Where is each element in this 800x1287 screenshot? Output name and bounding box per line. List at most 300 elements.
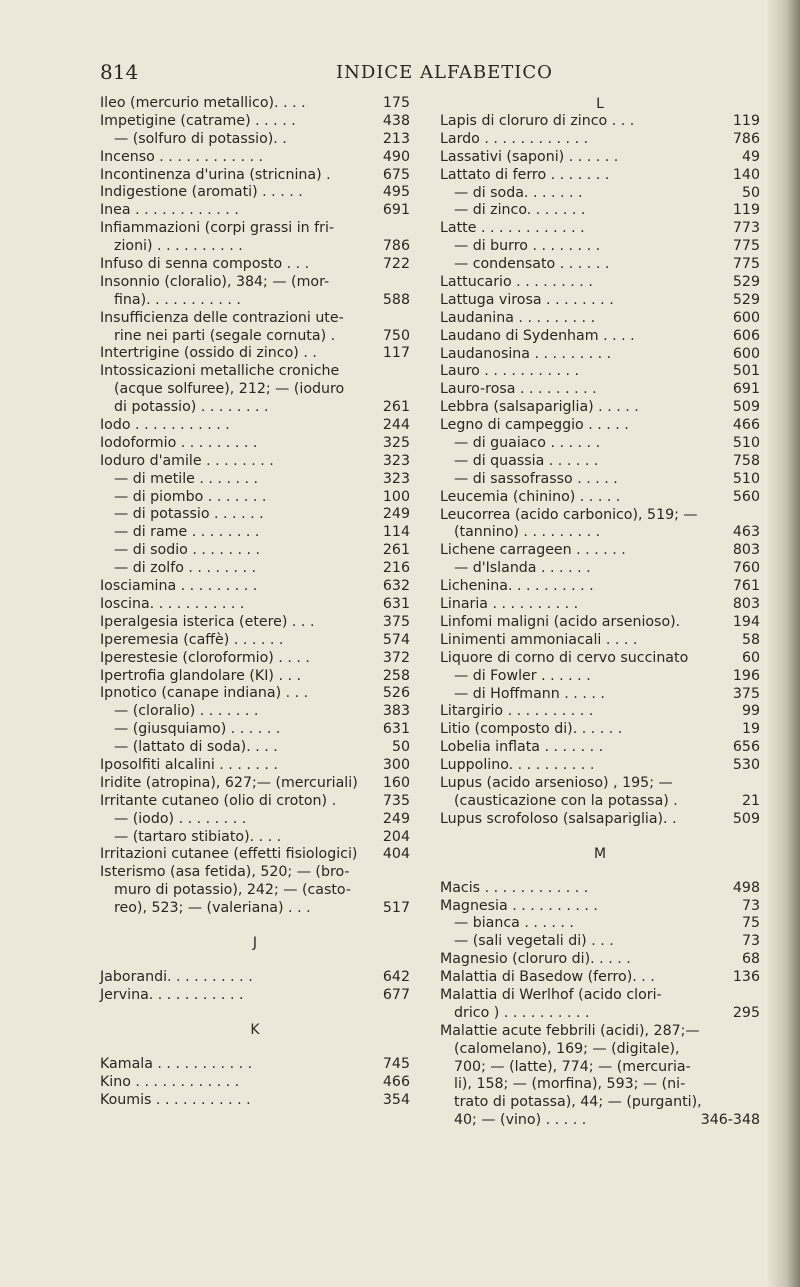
entry-text: — (sali vegetali di) . . .	[454, 933, 614, 950]
index-entry-continuation	[440, 1005, 760, 1023]
entry-text: Jaborandi. . . . . . . . . .	[100, 968, 253, 985]
entry-text: (acque solfuree), 212; — (ioduro	[114, 381, 345, 398]
entry-text: Laudanosina . . . . . . . . .	[440, 345, 612, 362]
entry-page: 19	[741, 721, 760, 738]
entry-text: Iperemesia (caffè) . . . . . .	[100, 631, 284, 648]
index-entry	[100, 1056, 410, 1074]
index-entry	[440, 113, 760, 131]
index-entry	[440, 381, 760, 399]
entry-text: Leucorrea (acido carbonico), 519; —	[440, 506, 698, 523]
index-entry	[440, 399, 760, 417]
index-entry	[440, 489, 760, 507]
entry-text: Malattia di Werlhof (acido clori-	[440, 986, 662, 1003]
entry-text: (calomelano), 169; — (digitale),	[454, 1040, 680, 1057]
index-entry	[100, 95, 410, 113]
entry-text: Malattie acute febbrili (acidi), 287;—	[440, 1022, 700, 1039]
index-entry	[100, 1092, 410, 1110]
entry-page: 501	[732, 363, 760, 380]
entry-text: Lupus scrofoloso (salsapariglia). .	[440, 810, 677, 827]
running-title: INDICE ALFABETICO	[336, 62, 553, 83]
entry-text: zioni) . . . . . . . . . .	[114, 238, 243, 255]
entry-page: 49	[741, 148, 760, 165]
entry-page: 75	[741, 915, 760, 932]
index-subentry	[100, 829, 410, 847]
entry-text: Iodo . . . . . . . . . . .	[100, 417, 230, 434]
entry-page: 775	[732, 256, 760, 273]
index-entry-continuation	[440, 793, 760, 811]
index-entry	[100, 846, 410, 864]
entry-text: di potassio) . . . . . . . .	[114, 399, 269, 416]
index-entry	[440, 542, 760, 560]
entry-page: 438	[382, 112, 410, 129]
entry-text: Lichene carrageen . . . . . .	[440, 542, 626, 559]
entry-page: 50	[741, 184, 760, 201]
index-subentry	[100, 506, 410, 524]
entry-page: 606	[732, 327, 760, 344]
entry-text: Lattuga virosa . . . . . . . .	[440, 291, 614, 308]
index-entry	[440, 969, 760, 987]
index-entry	[440, 310, 760, 328]
entry-page: 261	[382, 542, 410, 559]
index-entry	[100, 274, 410, 292]
entry-page: 773	[732, 220, 760, 237]
entry-text: — di sodio . . . . . . . .	[114, 542, 261, 559]
index-entry	[440, 596, 760, 614]
entry-text: reo), 523; — (valeriana) . . .	[114, 900, 311, 917]
index-subentry	[440, 471, 760, 489]
entry-page: 463	[732, 524, 760, 541]
index-entry	[100, 310, 410, 328]
entry-text: Lauro-rosa . . . . . . . . .	[440, 381, 597, 398]
index-subentry	[440, 238, 760, 256]
index-subentry	[440, 686, 760, 704]
entry-page: 529	[732, 274, 760, 291]
entry-text: Litargirio . . . . . . . . . .	[440, 703, 594, 720]
index-subentry	[440, 668, 760, 686]
entry-page: 490	[382, 148, 410, 165]
index-entry	[440, 614, 760, 632]
entry-page: 73	[741, 933, 760, 950]
index-entry	[100, 614, 410, 632]
index-subentry	[100, 542, 410, 560]
entry-page: 631	[382, 721, 410, 738]
index-entry	[100, 184, 410, 202]
entry-text: Iosciamina . . . . . . . . .	[100, 578, 258, 595]
entry-page: 498	[732, 879, 760, 896]
index-column-right	[440, 95, 760, 1130]
entry-text: Ipnotico (canape indiana) . . .	[100, 685, 309, 702]
index-entry	[440, 703, 760, 721]
index-entry	[100, 220, 410, 238]
entry-text: Lupus (acido arsenioso) , 195; —	[440, 774, 673, 791]
entry-page: 530	[732, 757, 760, 774]
entry-text: Laudanina . . . . . . . . .	[440, 309, 596, 326]
entry-page: 466	[382, 1073, 410, 1090]
entry-page: 600	[732, 309, 760, 326]
entry-text: trato di potassa), 44; — (purganti),	[454, 1094, 702, 1111]
entry-text: — (solfuro di potassio). .	[114, 130, 287, 147]
index-entry	[440, 149, 760, 167]
entry-text: fina). . . . . . . . . . .	[114, 291, 241, 308]
entry-text: Lattato di ferro . . . . . . .	[440, 166, 610, 183]
index-subentry	[440, 933, 760, 951]
entry-page: 100	[382, 488, 410, 505]
index-entry	[100, 596, 410, 614]
entry-text: Macis . . . . . . . . . . . .	[440, 879, 589, 896]
entry-text: Luppolino. . . . . . . . . .	[440, 757, 595, 774]
entry-page: 346-348	[700, 1112, 760, 1129]
entry-page: 114	[382, 524, 410, 541]
index-subentry	[100, 811, 410, 829]
entry-text: Jervina. . . . . . . . . . .	[100, 986, 244, 1003]
entry-page: 196	[732, 667, 760, 684]
section-letter: K	[250, 1021, 260, 1038]
index-entry-continuation	[440, 1094, 760, 1112]
index-subentry	[100, 721, 410, 739]
entry-text: Impetigine (catrame) . . . . .	[100, 112, 296, 129]
entry-page: 691	[382, 202, 410, 219]
index-entry-continuation	[100, 238, 410, 256]
entry-text: Leucemia (chinino) . . . . .	[440, 488, 621, 505]
index-entry	[100, 578, 410, 596]
entry-page: 803	[732, 596, 760, 613]
entry-text: (tannino) . . . . . . . . .	[454, 524, 601, 541]
entry-page: 677	[382, 986, 410, 1003]
index-subentry	[100, 703, 410, 721]
entry-page: 249	[382, 506, 410, 523]
entry-text: Incenso . . . . . . . . . . . .	[100, 148, 264, 165]
index-subentry	[440, 185, 760, 203]
entry-page: 642	[382, 968, 410, 985]
entry-page: 632	[382, 578, 410, 595]
index-entry-continuation	[440, 1059, 760, 1077]
entry-page: 526	[382, 685, 410, 702]
entry-page: 510	[732, 435, 760, 452]
entry-page: 249	[382, 810, 410, 827]
entry-page: 21	[741, 792, 760, 809]
entry-text: Ileo (mercurio metallico). . . .	[100, 95, 306, 111]
entry-page: 50	[391, 739, 410, 756]
section-letter: L	[596, 96, 604, 112]
index-entry	[440, 220, 760, 238]
index-entry	[100, 435, 410, 453]
index-entry	[100, 864, 410, 882]
index-entry	[100, 650, 410, 668]
entry-text: Inea . . . . . . . . . . . .	[100, 202, 239, 219]
entry-text: — di soda. . . . . . .	[454, 184, 583, 201]
entry-page: 760	[732, 560, 760, 577]
entry-text: — di Fowler . . . . . .	[454, 667, 591, 684]
index-entry	[440, 417, 760, 435]
entry-page: 244	[382, 417, 410, 434]
index-subentry	[100, 739, 410, 757]
index-entry	[440, 578, 760, 596]
entry-text: Koumis . . . . . . . . . . .	[100, 1091, 251, 1108]
entry-page: 194	[732, 613, 760, 630]
entry-text: Irritazioni cutanee (effetti fisiologici)	[100, 846, 358, 863]
index-entry-continuation	[440, 1076, 760, 1094]
index-entry	[440, 274, 760, 292]
index-subentry	[100, 524, 410, 542]
index-subentry	[100, 560, 410, 578]
entry-text: Kamala . . . . . . . . . . .	[100, 1055, 253, 1072]
entry-page: 761	[732, 578, 760, 595]
entry-text: Latte . . . . . . . . . . . .	[440, 220, 585, 237]
entry-text: Litio (composto di). . . . . .	[440, 721, 623, 738]
entry-text: Legno di campeggio . . . . .	[440, 417, 629, 434]
entry-text: Lebbra (salsapariglia) . . . . .	[440, 399, 639, 416]
index-entry	[100, 1074, 410, 1092]
entry-text: — di burro . . . . . . . .	[454, 238, 601, 255]
index-entry	[440, 346, 760, 364]
index-entry	[100, 113, 410, 131]
entry-page: 175	[382, 95, 410, 111]
entry-page: 60	[741, 649, 760, 666]
index-entry	[100, 202, 410, 220]
section-letter: M	[593, 845, 607, 862]
index-entry	[440, 1023, 760, 1041]
entry-text: — (tartaro stibiato). . . .	[114, 828, 282, 845]
index-entry	[100, 632, 410, 650]
index-entry	[100, 668, 410, 686]
entry-text: Intossicazioni metalliche croniche	[100, 363, 340, 380]
index-entry	[100, 775, 410, 793]
entry-text: Liquore di corno di cervo succinato	[440, 649, 689, 666]
index-entry	[440, 328, 760, 346]
entry-text: — di zolfo . . . . . . . .	[114, 560, 257, 577]
entry-text: Infuso di senna composto . . .	[100, 256, 310, 273]
index-subentry	[440, 560, 760, 578]
entry-text: Lapis di cloruro di zinco . . .	[440, 113, 635, 129]
entry-page: 600	[732, 345, 760, 362]
index-entry	[100, 167, 410, 185]
index-entry	[440, 363, 760, 381]
section-letter: J	[252, 934, 258, 951]
entry-page: 323	[382, 470, 410, 487]
entry-page: 750	[382, 327, 410, 344]
index-entry-continuation	[100, 882, 410, 900]
index-entry	[440, 167, 760, 185]
entry-page: 295	[732, 1004, 760, 1021]
index-entry	[440, 721, 760, 739]
entry-text: Ipertrofia glandolare (KI) . . .	[100, 667, 301, 684]
entry-page: 160	[382, 774, 410, 791]
entry-page: 735	[382, 792, 410, 809]
entry-page: 68	[741, 951, 760, 968]
entry-page: 509	[732, 399, 760, 416]
entry-text: Incontinenza d'urina (stricnina) .	[100, 166, 331, 183]
entry-page: 745	[382, 1055, 410, 1072]
index-entry	[100, 685, 410, 703]
entry-page: 656	[732, 739, 760, 756]
entry-page: 631	[382, 595, 410, 612]
entry-text: Lardo . . . . . . . . . . . .	[440, 130, 589, 147]
index-entry	[440, 292, 760, 310]
entry-page: 560	[732, 488, 760, 505]
page-header	[100, 60, 740, 86]
entry-page: 758	[732, 452, 760, 469]
entry-page: 300	[382, 756, 410, 773]
entry-text: — di sassofrasso . . . . .	[454, 470, 618, 487]
entry-page: 786	[382, 238, 410, 255]
entry-text: Ioduro d'amile . . . . . . . .	[100, 452, 274, 469]
entry-page: 325	[382, 434, 410, 451]
index-entry-continuation	[440, 1112, 760, 1130]
index-entry	[100, 363, 410, 381]
entry-text: drico ) . . . . . . . . . .	[454, 1004, 590, 1021]
index-subentry	[100, 131, 410, 149]
entry-page: 803	[732, 542, 760, 559]
index-entry-continuation	[440, 1041, 760, 1059]
entry-text: Lichenina. . . . . . . . . .	[440, 578, 594, 595]
index-entry	[440, 898, 760, 916]
entry-text: Iperalgesia isterica (etere) . . .	[100, 613, 315, 630]
entry-page: 213	[382, 130, 410, 147]
entry-text: Irritante cutaneo (olio di croton) .	[100, 792, 337, 809]
index-entry	[440, 632, 760, 650]
index-entry	[440, 507, 760, 525]
entry-text: Ioscina. . . . . . . . . . .	[100, 595, 245, 612]
entry-text: — (iodo) . . . . . . . .	[114, 810, 247, 827]
entry-text: — bianca . . . . . .	[454, 915, 574, 932]
entry-page: 216	[382, 560, 410, 577]
index-entry	[100, 417, 410, 435]
entry-text: — di rame . . . . . . . .	[114, 524, 260, 541]
entry-text: 40; — (vino) . . . . .	[454, 1112, 587, 1129]
entry-page: 517	[382, 900, 410, 917]
entry-text: Linimenti ammoniacali . . . .	[440, 631, 638, 648]
index-entry-continuation	[100, 900, 410, 918]
page-edge-shadow	[766, 0, 800, 1287]
entry-text: Intertrigine (ossido di zinco) . .	[100, 345, 317, 362]
entry-text: — di guaiaco . . . . . .	[454, 435, 601, 452]
entry-page: 574	[382, 631, 410, 648]
index-entry	[100, 793, 410, 811]
index-entry-continuation	[100, 328, 410, 346]
index-entry	[440, 987, 760, 1005]
entry-text: Lattucario . . . . . . . . .	[440, 274, 593, 291]
index-entry	[440, 650, 760, 668]
entry-text: — condensato . . . . . .	[454, 256, 610, 273]
entry-text: — di quassia . . . . . .	[454, 452, 599, 469]
index-entry	[100, 757, 410, 775]
entry-page: 675	[382, 166, 410, 183]
entry-page: 354	[382, 1091, 410, 1108]
entry-text: Lobelia inflata . . . . . . .	[440, 739, 604, 756]
entry-page: 383	[382, 703, 410, 720]
index-entry-continuation	[100, 292, 410, 310]
entry-page: 691	[732, 381, 760, 398]
entry-page: 58	[741, 631, 760, 648]
index-entry	[440, 811, 760, 829]
entry-text: — di metile . . . . . . .	[114, 470, 259, 487]
entry-text: Linaria . . . . . . . . . .	[440, 596, 579, 613]
index-entry	[100, 453, 410, 471]
entry-text: Lassativi (saponi) . . . . . .	[440, 148, 619, 165]
index-entry	[440, 880, 760, 898]
entry-text: — (lattato di soda). . . .	[114, 739, 278, 756]
entry-text: (causticazione con la potassa) .	[454, 792, 678, 809]
index-entry-continuation	[100, 399, 410, 417]
entry-text: — di piombo . . . . . . .	[114, 488, 267, 505]
index-entry	[100, 969, 410, 987]
index-subentry	[100, 471, 410, 489]
entry-page: 509	[732, 810, 760, 827]
entry-page: 117	[382, 345, 410, 362]
entry-page: 375	[732, 685, 760, 702]
index-entry-continuation	[440, 524, 760, 542]
entry-page: 495	[382, 184, 410, 201]
entry-text: Insufficienza delle contrazioni ute-	[100, 309, 344, 326]
entry-text: Infiammazioni (corpi grassi in fri-	[100, 220, 335, 237]
entry-page: 775	[732, 238, 760, 255]
entry-page: 722	[382, 256, 410, 273]
entry-page: 323	[382, 452, 410, 469]
entry-page: 258	[382, 667, 410, 684]
index-subentry	[440, 453, 760, 471]
entry-text: Magnesia . . . . . . . . . .	[440, 897, 598, 914]
entry-text: — di potassio . . . . . .	[114, 506, 264, 523]
index-entry	[100, 256, 410, 274]
index-entry	[440, 131, 760, 149]
entry-page: 588	[382, 291, 410, 308]
index-subentry	[440, 202, 760, 220]
entry-text: — di Hoffmann . . . . .	[454, 685, 605, 702]
entry-text: — d'Islanda . . . . . .	[454, 560, 591, 577]
entry-text: Linfomi maligni (acido arsenioso).	[440, 613, 681, 630]
entry-page: 136	[732, 969, 760, 986]
entry-page: 140	[732, 166, 760, 183]
index-entry	[440, 951, 760, 969]
entry-text: Magnesio (cloruro di). . . . .	[440, 951, 631, 968]
index-subentry	[440, 435, 760, 453]
entry-page: 119	[732, 202, 760, 219]
entry-text: Lauro . . . . . . . . . . .	[440, 363, 580, 380]
index-entry	[100, 149, 410, 167]
entry-text: Iposolfiti alcalini . . . . . . .	[100, 756, 278, 773]
entry-text: Insonnio (cloralio), 384; — (mor-	[100, 273, 330, 290]
entry-page: 372	[382, 649, 410, 666]
entry-text: Isterismo (asa fetida), 520; — (bro-	[100, 864, 350, 881]
entry-page: 786	[732, 130, 760, 147]
index-subentry	[440, 256, 760, 274]
entry-text: Kino . . . . . . . . . . . .	[100, 1073, 240, 1090]
entry-text: Iperestesie (cloroformio) . . . .	[100, 649, 310, 666]
entry-page: 261	[382, 399, 410, 416]
entry-page: 404	[382, 846, 410, 863]
index-entry	[440, 757, 760, 775]
index-entry	[100, 987, 410, 1005]
entry-text: — (giusquiamo) . . . . . .	[114, 721, 281, 738]
entry-page: 119	[732, 113, 760, 129]
entry-page: 510	[732, 470, 760, 487]
entry-text: 700; — (latte), 774; — (mercuria-	[454, 1058, 691, 1075]
page-number: 814	[100, 60, 139, 84]
index-subentry	[100, 489, 410, 507]
entry-page: 204	[382, 828, 410, 845]
entry-text: — di zinco. . . . . . .	[454, 202, 586, 219]
entry-text: li), 158; — (morfina), 593; — (ni-	[454, 1076, 686, 1093]
index-subentry	[440, 915, 760, 933]
entry-text: Iodoformio . . . . . . . . .	[100, 434, 258, 451]
index-entry	[100, 345, 410, 363]
entry-text: muro di potassio), 242; — (casto-	[114, 882, 351, 899]
entry-page: 99	[741, 703, 760, 720]
index-entry	[440, 775, 760, 793]
entry-page: 73	[741, 897, 760, 914]
index-entry	[440, 739, 760, 757]
entry-text: Laudano di Sydenham . . . .	[440, 327, 635, 344]
